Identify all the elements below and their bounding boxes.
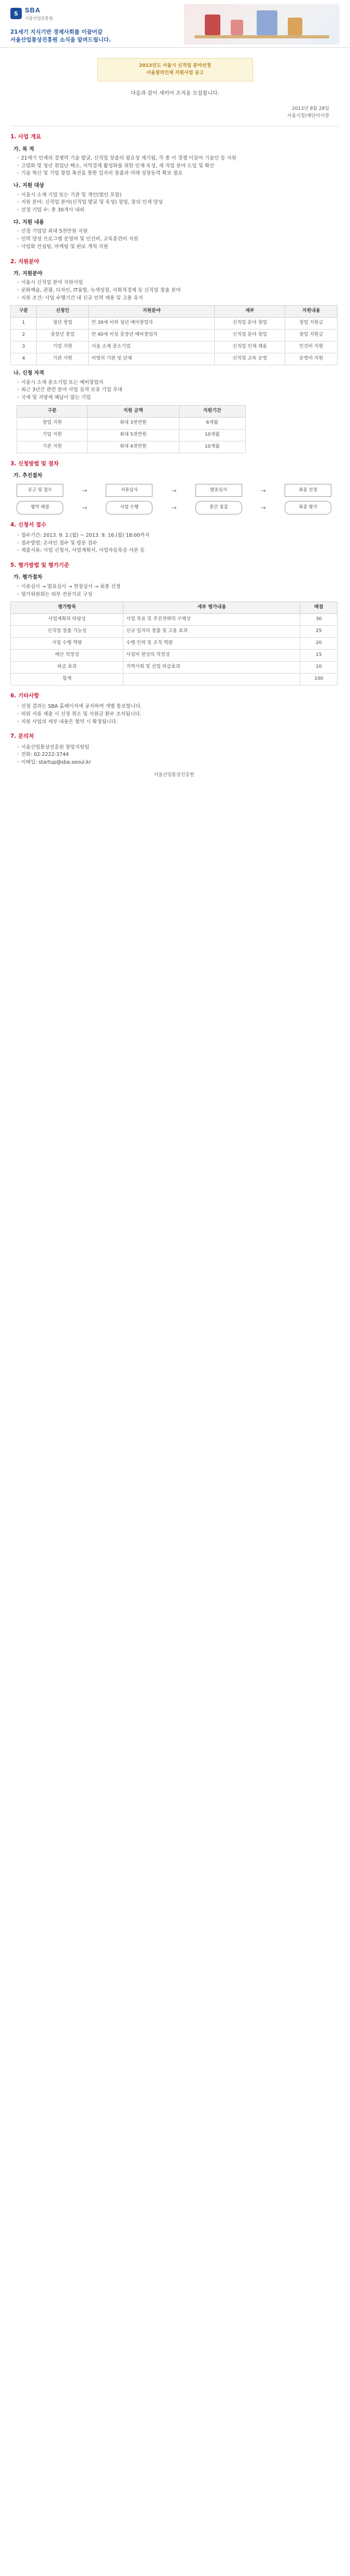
subsection-title: 가. 추진절차: [13, 473, 43, 479]
header: [0, 0, 350, 48]
table-row: 4 기관 지원 비영리 기관 및 단체 신직업 교육 운영 운영비 지원: [11, 353, 338, 365]
table-header: 지원 금액: [88, 405, 179, 417]
doc-org: 서울시장/재단이사장: [287, 113, 329, 119]
paragraph: ◦ 문화예술, 관광, 디자인, IT융합, 녹색성장, 사회적경제 등 신직업 창출 분야: [17, 288, 181, 293]
intro-text: 다음과 같이 세미어 조직을 모집합니다.: [131, 91, 219, 96]
table-header: 배점: [300, 602, 338, 614]
section-title: 6. 기타사항: [10, 692, 39, 699]
subsection-title: 나. 신청 자격: [13, 370, 45, 377]
process-flow: [17, 501, 331, 514]
table-header: 세부: [215, 306, 285, 318]
paragraph: ◦ 지원 분야: 신직업 분야(신직업 발굴 및 육성) 창업, 창의 인재 양성: [17, 199, 163, 206]
header-illustration: [184, 4, 340, 45]
paragraph: ◦ 선정 기업당 최대 5천만원 지원: [17, 228, 88, 235]
paragraph: ◦ 평가위원회는 외부 전문가로 구성: [17, 591, 93, 597]
table-header: 신청인: [36, 306, 89, 318]
table-row: 사업 수행 역량 수행 인력 및 조직 역량 20: [11, 638, 338, 650]
paragraph: ◦ 고령화 및 청년 취업난 해소, 지역경제 활성화를 위한 인재 육성, 새 직업 분야 도입 및 확산: [17, 163, 215, 169]
logo-mark: S: [10, 8, 22, 19]
paragraph: ◦ 서울산업통상진흥원 창업지원팀: [17, 744, 90, 750]
paragraph: ◦ 서울시 소재 중소기업 또는 예비창업자: [17, 379, 104, 385]
content: [0, 133, 350, 779]
footer-org: 서울산업통상진흥원: [153, 772, 194, 778]
paragraph: ◦ 21세기 인재의 경쟁력 기술 발굴, 신직업 창출의 필요성 제기됨, 각 종 이 경쟁 이끌어 기술인 등 지원: [17, 155, 236, 162]
paragraph: ◦ 선정 기업 수: 총 30개사 내외: [17, 207, 85, 213]
subsection-title: 나. 지원 대상: [13, 183, 45, 189]
arrow-right-icon: →: [260, 486, 266, 494]
paragraph: ◦ 서울시 신직업 분야 지원사업: [17, 280, 83, 286]
table-row: 3 기업 지원 서울 소재 중소기업 신직업 인재 채용 인건비 지원: [11, 341, 338, 353]
table-header: 구분: [11, 306, 37, 318]
process-step: 중간 점검: [195, 501, 242, 514]
paragraph: ◦ 허위 서류 제출 시 선정 취소 및 지원금 환수 조치됩니다.: [17, 711, 142, 717]
table-row: 창업 지원 최대 3천만원 6개월: [17, 417, 246, 429]
process-step: 발표심사: [195, 484, 242, 497]
paragraph: ◦ 사업화 컨설팅, 마케팅 및 판로 개척 지원: [17, 244, 108, 250]
paragraph: ◦ 기술 혁신 및 기업 창업 촉진을 통한 일자리 창출과 미래 성장동력 확보 필요: [17, 170, 183, 177]
paragraph: ◦ 서울시 소재 기업 또는 기관 및 개인(법인 포함): [17, 192, 122, 198]
document-meta: [0, 105, 350, 120]
table-row: 1 청년 창업 만 39세 이하 청년 예비창업자 신직업 분야 창업 창업 지원금: [11, 318, 338, 330]
arrow-right-icon: →: [82, 504, 88, 511]
section-title: 1. 사업 개요: [10, 134, 41, 140]
subsection-title: 가. 목 적: [13, 146, 34, 152]
paragraph: ◦ 이메일: startup@sba.seoul.kr: [17, 759, 91, 765]
paragraph: ◦ 국세 및 지방세 체납이 없는 기업: [17, 395, 91, 401]
subsection-title: 다. 지원 내용: [13, 219, 45, 225]
paragraph: ◦ 선정 결과는 SBA 홈페이지에 공지하며 개별 통보합니다.: [17, 704, 142, 710]
arrow-right-icon: →: [171, 486, 177, 494]
table-row: 파급 효과 지역사회 및 산업 파급효과 10: [11, 661, 338, 673]
paragraph: ◦ 인력 양성 프로그램 운영비 및 인건비, 교육훈련비 지원: [17, 236, 138, 242]
funding-table: [17, 405, 246, 453]
section-title: 2. 지원분야: [10, 258, 39, 265]
header-tagline: 21세기 지식기반 경제사회를 이끌어갈 서울산업통상진흥원 소식을 알려드립니다.: [10, 28, 111, 44]
paragraph: ◦ 지원 조건: 사업 수행기간 내 신규 인력 채용 및 고용 유지: [17, 295, 143, 301]
table-header: 지원분야: [89, 306, 215, 318]
process-step: 협약 체결: [17, 501, 63, 514]
table-row: 2 중장년 창업 만 40세 이상 중장년 예비창업자 신직업 분야 창업 창업 지원금: [11, 330, 338, 341]
process-step: 공고 및 접수: [17, 484, 63, 497]
subsection-title: 가. 평가절차: [13, 575, 43, 581]
table-row: 기업 지원 최대 5천만원 10개월: [17, 429, 246, 441]
table-row: 합계 100: [11, 673, 338, 685]
table-row: 신직업 창출 가능성 신규 일자리 창출 및 고용 효과 25: [11, 626, 338, 638]
process-step: 최종 선정: [285, 484, 331, 497]
paragraph: ◦ 제출서류: 사업 신청서, 사업계획서, 사업자등록증 사본 등: [17, 548, 145, 554]
section-title: 7. 문의처: [10, 733, 34, 740]
paragraph: ◦ 접수기간: 2013. 9. 2.(월) ~ 2013. 9. 16.(월) 18:00까지: [17, 532, 150, 538]
paragraph: ◦ 전화: 02-2222-3744: [17, 752, 69, 758]
paragraph: ◦ 지원 사업의 세부 내용은 협약 시 확정됩니다.: [17, 719, 118, 725]
table-row: 예산 적정성 사업비 편성의 적정성 15: [11, 650, 338, 662]
process-flow: [17, 484, 331, 497]
table-header: 지원내용: [285, 306, 338, 318]
process-step: 사업 수행: [106, 501, 152, 514]
paragraph: ◦ 최근 3년간 관련 분야 사업 실적 보유 기업 우대: [17, 387, 123, 393]
table-header: 지원기간: [179, 405, 245, 417]
section-title: 4. 신청서 접수: [10, 521, 47, 528]
section-title: 5. 평가방법 및 평가기준: [10, 562, 69, 569]
process-step: 최종 평가: [285, 501, 331, 514]
subsection-title: 가. 지원분야: [13, 270, 43, 277]
table-header: 평가항목: [11, 602, 123, 614]
section-title: 3. 신청방법 및 절차: [10, 460, 59, 467]
arrow-right-icon: →: [171, 504, 177, 511]
table-row: 기관 지원 최대 4천만원 10개월: [17, 441, 246, 453]
table-row: 사업계획의 타당성 사업 목표 및 추진전략의 구체성 30: [11, 614, 338, 626]
table-header: 구분: [17, 405, 88, 417]
doc-date: 2013년 8월 28일: [292, 106, 329, 111]
logo-subtitle: 서울산업진흥원: [25, 16, 53, 21]
logo-name: SBA: [25, 6, 41, 14]
process-step: 서류심사: [106, 484, 152, 497]
arrow-right-icon: →: [82, 486, 88, 494]
paragraph: ◦ 접수방법: 온라인 접수 및 방문 접수: [17, 540, 97, 546]
table-header: 세부 평가내용: [123, 602, 300, 614]
paragraph: ◦ 서류심사 → 발표심사 → 현장실사 → 최종 선정: [17, 583, 121, 590]
evaluation-table: [10, 602, 338, 685]
announcement-banner: 2013년도 서울시 신직업 분야선정 서울창의인재 지원사업 공고: [97, 58, 253, 81]
support-table: [10, 305, 338, 365]
arrow-right-icon: →: [260, 504, 266, 511]
